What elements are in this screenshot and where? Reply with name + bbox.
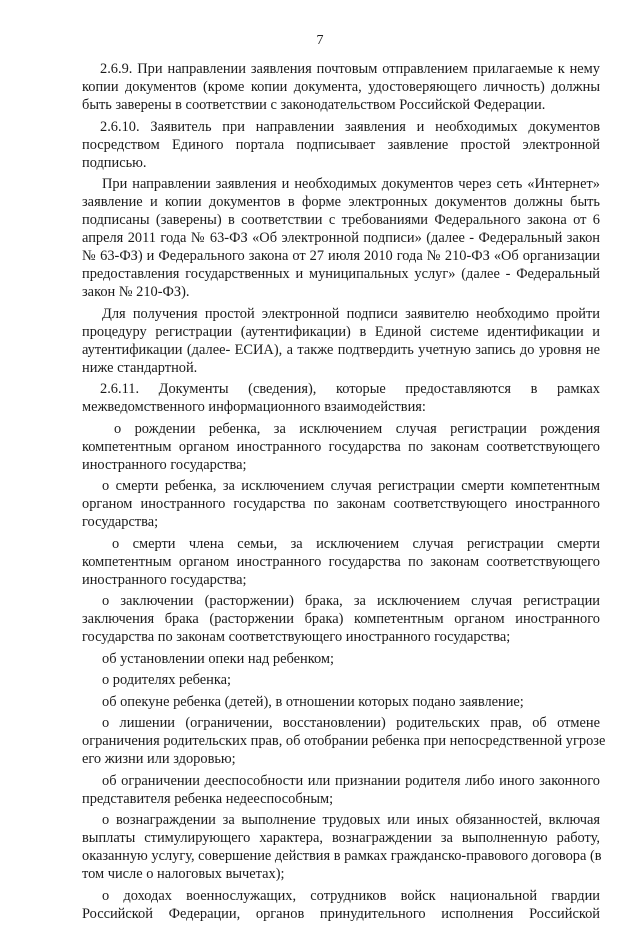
paragraph — [82, 477, 600, 531]
text-line: о лишении (ограничении, восстановлении) родительских прав, об отмене — [102, 715, 600, 731]
text-line: копии документов (кроме копии документа, удостоверяющего личность) должны — [82, 79, 600, 95]
page-number: 7 — [316, 33, 324, 48]
text-line: государства по законам соответствующего иностранного государства; — [82, 629, 511, 645]
text-line: об установлении опеки над ребенком; — [102, 650, 334, 667]
text-line: 2.6.9. При направлении заявления почтовым отправлением прилагаемые к нему — [100, 61, 600, 77]
text-line: предоставления государственных и муниципальных услуг» (далее - Федеральный — [82, 266, 600, 282]
text-line: ниже стандартной. — [82, 359, 198, 376]
text-line: его жизни или здоровью; — [82, 751, 236, 767]
text-line: № 63-ФЗ) и Федерального закона от 27 июля 2010 года № 210-ФЗ «Об организации — [82, 248, 600, 264]
paragraph — [82, 592, 600, 646]
text-line: о вознаграждении за выполнение трудовых или иных обязанностей, включая — [102, 812, 600, 828]
paragraph — [82, 535, 600, 589]
text-line: апреля 2011 года № 63-ФЗ «Об электронной подписи» (далее - Федеральный закон — [82, 230, 600, 246]
text-line: о заключении (расторжении) брака, за исключением случая регистрации — [102, 593, 600, 609]
text-line: закон № 210-ФЗ). — [82, 284, 190, 300]
paragraph — [82, 175, 600, 301]
text-line: межведомственного информационного взаимодействия: — [82, 399, 426, 415]
text-line: об ограничении дееспособности или признании родителя либо иного законного — [102, 772, 600, 789]
paragraph — [82, 380, 600, 416]
text-line: компетентным органом иностранного государства по законам соответствующего — [82, 553, 600, 570]
text-line: Российской Федерации, органов принудительного исполнения Российской — [82, 905, 600, 922]
paragraph — [82, 305, 600, 377]
text-line: компетентным органом иностранного государства по законам соответствующего — [82, 438, 600, 455]
text-line: оказанную услугу, совершение действия в рамках гражданско-правового договора (в — [82, 848, 602, 864]
text-line: посредством Единого портала подписывает заявление простой электронной — [82, 136, 600, 153]
text-line: органом иностранного государства по законам соответствующего иностранного — [82, 496, 600, 512]
text-line: иностранного государства; — [82, 571, 247, 588]
paragraph — [82, 714, 606, 768]
text-line: иностранного государства; — [82, 456, 247, 473]
text-line: ограничения родительских прав, об отобрании ребенка при непосредственной угрозе — [82, 733, 606, 749]
text-line: о рождении ребенка, за исключением случая регистрации рождения — [114, 420, 600, 437]
paragraph — [82, 420, 600, 474]
text-line: подписью. — [82, 154, 147, 171]
paragraph — [82, 671, 600, 689]
text-line: о смерти члена семьи, за исключением случая регистрации смерти — [112, 535, 600, 552]
paragraph — [82, 118, 600, 172]
text-line: заявление и копии документов в форме электронных документов должны быть — [82, 194, 600, 210]
text-line: заключения брака (расторжении брака) компетентным органом иностранного — [82, 611, 600, 627]
text-line: о смерти ребенка, за исключением случая регистрации смерти компетентным — [102, 478, 600, 494]
text-line: быть заверены в соответствии с законодательством Российской Федерации. — [82, 97, 546, 113]
text-line: аутентификации (далее- ЕСИА), а также подтвердить учетную запись до уровня не — [82, 341, 600, 358]
text-line: об опекуне ребенка (детей), в отношении которых подано заявление; — [102, 693, 524, 710]
paragraph — [82, 650, 600, 668]
text-line: о родителях ребенка; — [102, 672, 232, 688]
text-line: подписаны (заверены) в соответствии с требованиями Федерального закона от 6 — [82, 212, 600, 228]
paragraph — [82, 60, 600, 114]
text-line: процедуру регистрации (аутентификации) в Единой системе идентификации и — [82, 323, 600, 340]
text-line: том числе о налоговых вычетах); — [82, 866, 285, 882]
text-line: о доходах военнослужащих, сотрудников войск национальной гвардии — [102, 887, 600, 904]
text-line: 2.6.11. Документы (сведения), которые предоставляются в рамках — [100, 381, 600, 397]
paragraph — [82, 811, 600, 883]
document-body — [82, 60, 606, 926]
text-line: При направлении заявления и необходимых документов через сеть «Интернет» — [102, 176, 600, 192]
paragraph — [82, 693, 600, 711]
paragraph — [82, 772, 600, 808]
text-line: 2.6.10. Заявитель при направлении заявления и необходимых документов — [100, 118, 600, 135]
text-line: представителя ребенка недееспособным; — [82, 790, 334, 807]
text-line: выплаты стимулирующего характера, вознаграждении за выполненную работу, — [82, 830, 600, 846]
text-line: государства; — [82, 514, 159, 530]
text-line: Для получения простой электронной подписи заявителю необходимо пройти — [102, 305, 600, 322]
